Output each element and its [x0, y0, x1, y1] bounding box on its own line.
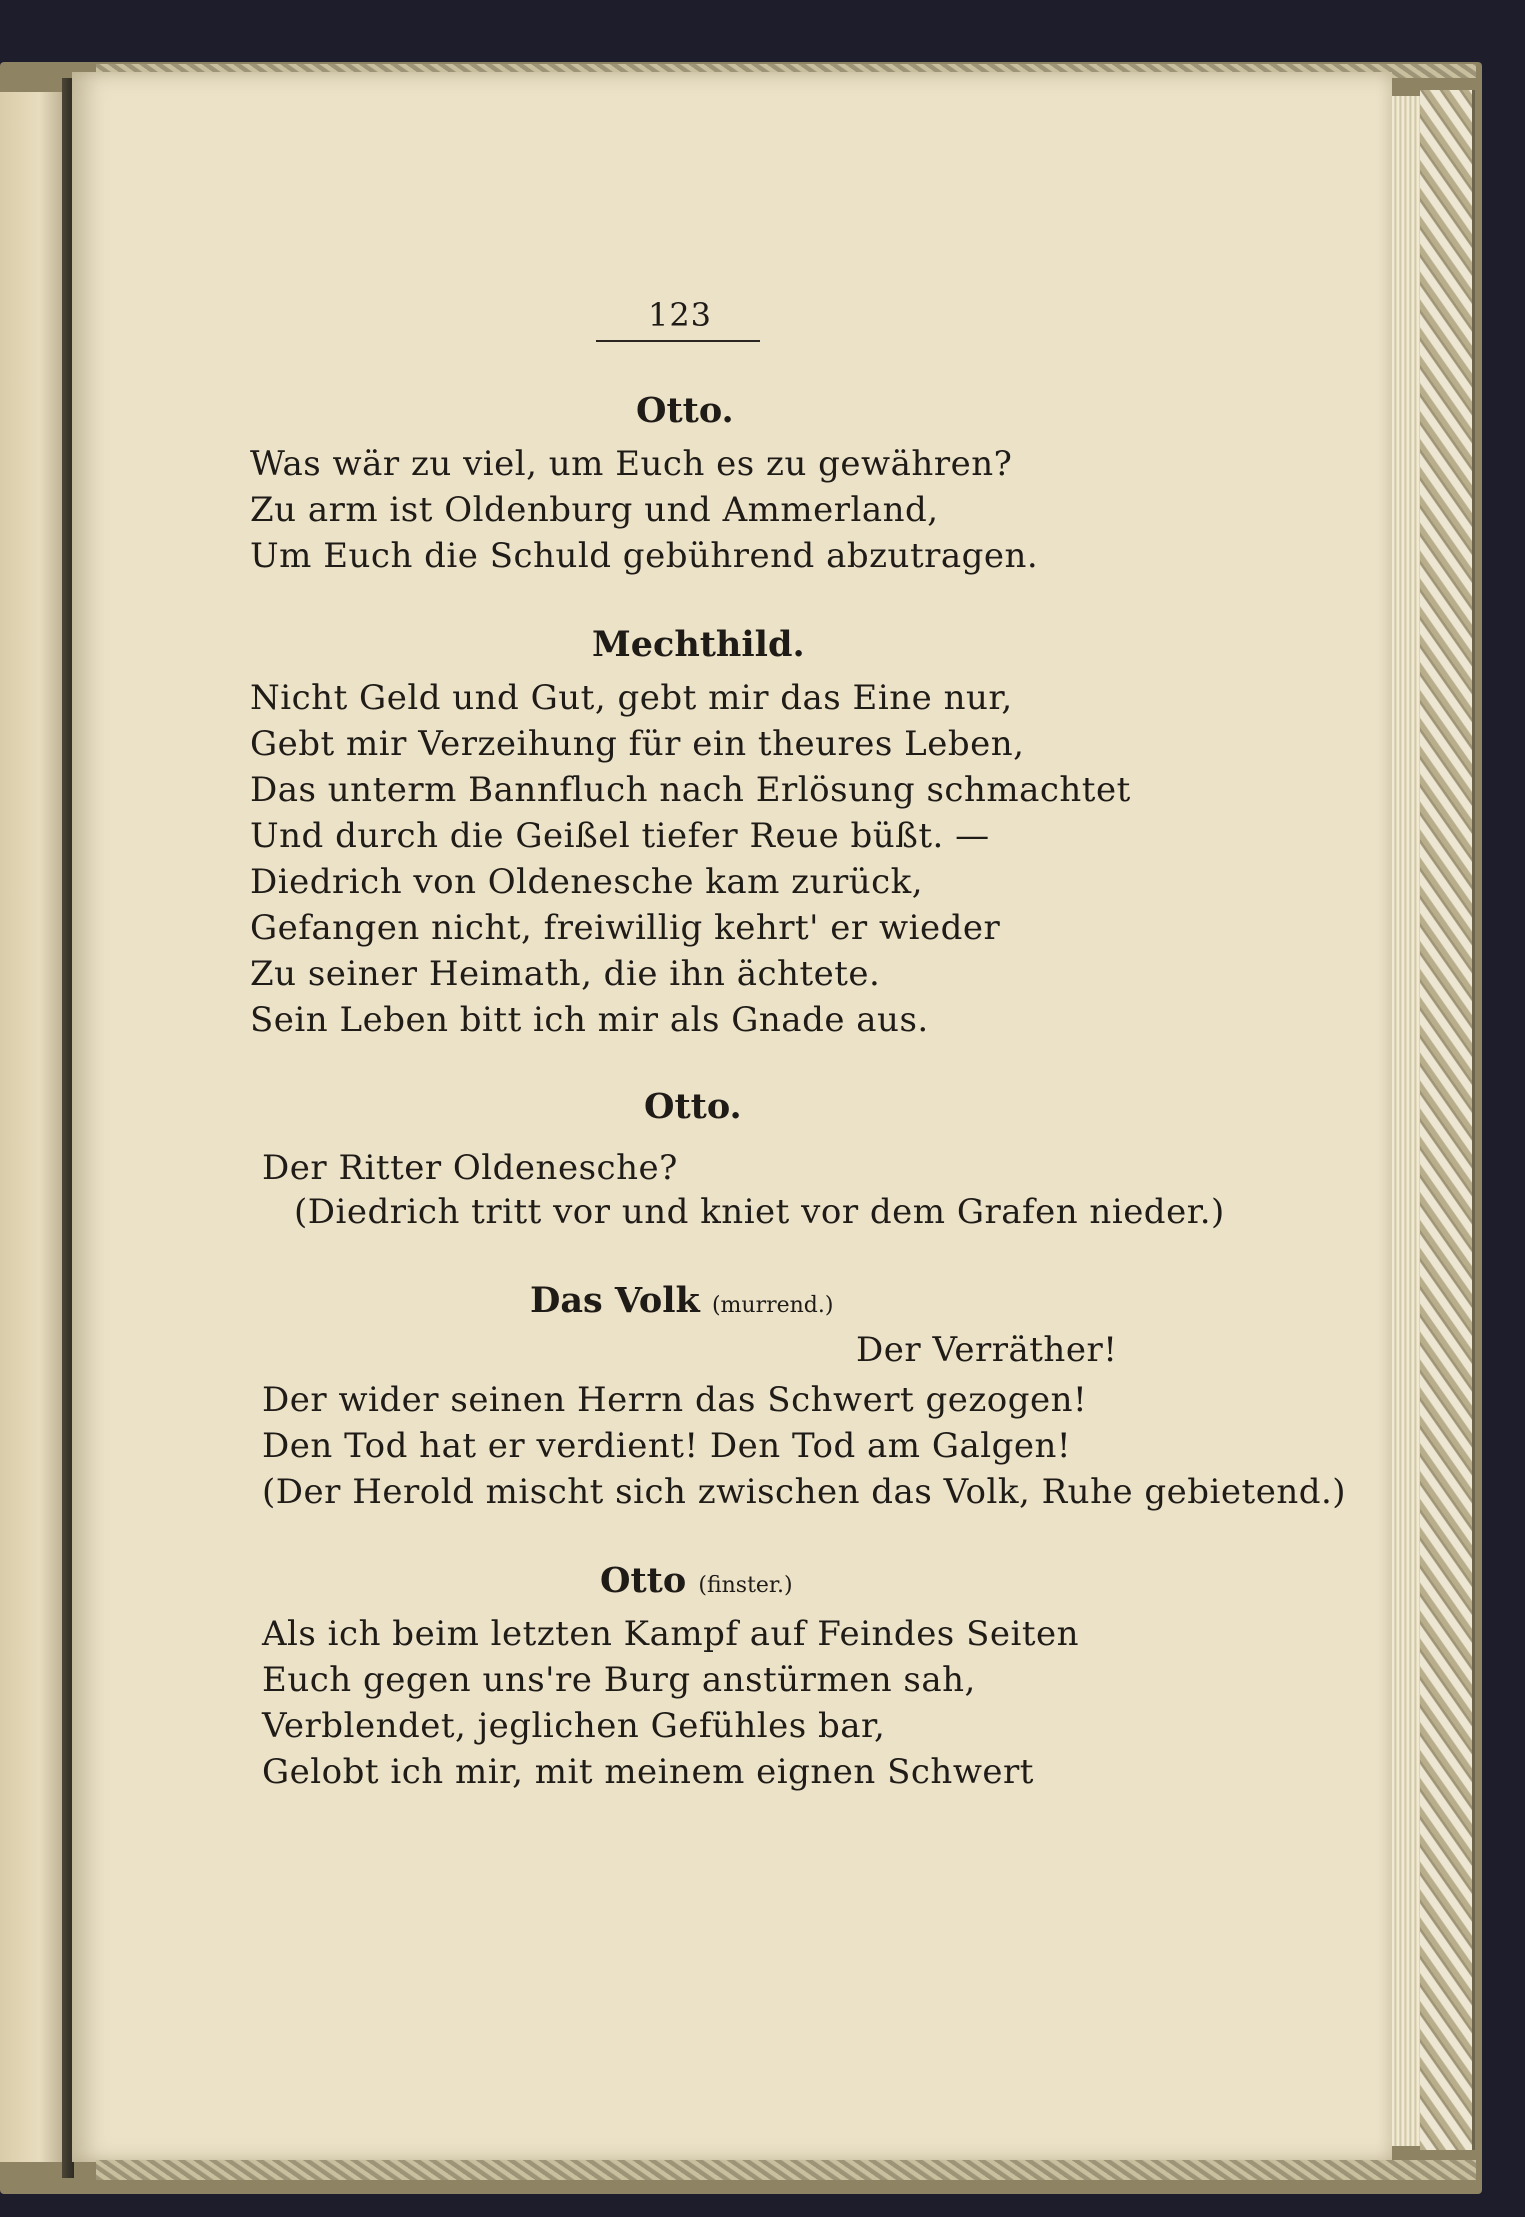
verse-line: Was wär zu viel, um Euch es zu gewähren? [250, 444, 1013, 484]
stage-direction: (Der Herold mischt sich zwischen das Volk, Ruhe gebietend.) [262, 1472, 1347, 1512]
speaker-label: Otto [600, 1560, 687, 1601]
verse-line: Gebt mir Verzeihung für ein theures Leben, [250, 724, 1025, 764]
speaker-label: Das Volk [530, 1280, 700, 1321]
speaker-name [530, 1280, 833, 1321]
verse-line: Zu seiner Heimath, die ihn ächtete. [250, 954, 881, 994]
verse-line: Der wider seinen Herrn das Schwert gezogen! [262, 1380, 1088, 1420]
page-number-rule [596, 340, 760, 342]
speaker-name [600, 1560, 793, 1601]
speaker-name: Otto. [636, 390, 734, 431]
verse-line: Zu arm ist Oldenburg und Ammerland, [250, 490, 939, 530]
speaker-name: Otto. [644, 1086, 742, 1127]
speaker-direction: (murrend.) [711, 1293, 834, 1318]
verse-line: Euch gegen uns're Burg anstürmen sah, [262, 1660, 976, 1700]
verse-line: Den Tod hat er verdient! Den Tod am Galgen! [262, 1426, 1072, 1466]
verse-line: Um Euch die Schuld gebührend abzutragen. [250, 536, 1039, 576]
speaker-name: Mechthild. [592, 624, 805, 665]
verse-line: Und durch die Geißel tiefer Reue büßt. — [250, 816, 990, 856]
verse-line: Das unterm Bannfluch nach Erlösung schmachtet [250, 770, 1131, 810]
verse-line: Gefangen nicht, freiwillig kehrt' er wieder [250, 908, 1001, 948]
verse-line: Der Ritter Oldenesche? [262, 1148, 678, 1188]
verse-line: Nicht Geld und Gut, gebt mir das Eine nur, [250, 678, 1013, 718]
stage-direction: (Diedrich tritt vor und kniet vor dem Grafen nieder.) [294, 1192, 1225, 1232]
verse-line: Diedrich von Oldenesche kam zurück, [250, 862, 924, 902]
verse-line: Der Verräther! [856, 1330, 1118, 1370]
page-number: 123 [647, 296, 713, 334]
verse-line: Sein Leben bitt ich mir als Gnade aus. [250, 1000, 929, 1040]
verse-line: Gelobt ich mir, mit meinem eignen Schwert [262, 1752, 1034, 1792]
speaker-direction: (finster.) [698, 1573, 793, 1598]
verse-line: Verblendet, jeglichen Gefühles bar, [262, 1706, 886, 1746]
verse-line: Als ich beim letzten Kampf auf Feindes Seiten [262, 1614, 1080, 1654]
